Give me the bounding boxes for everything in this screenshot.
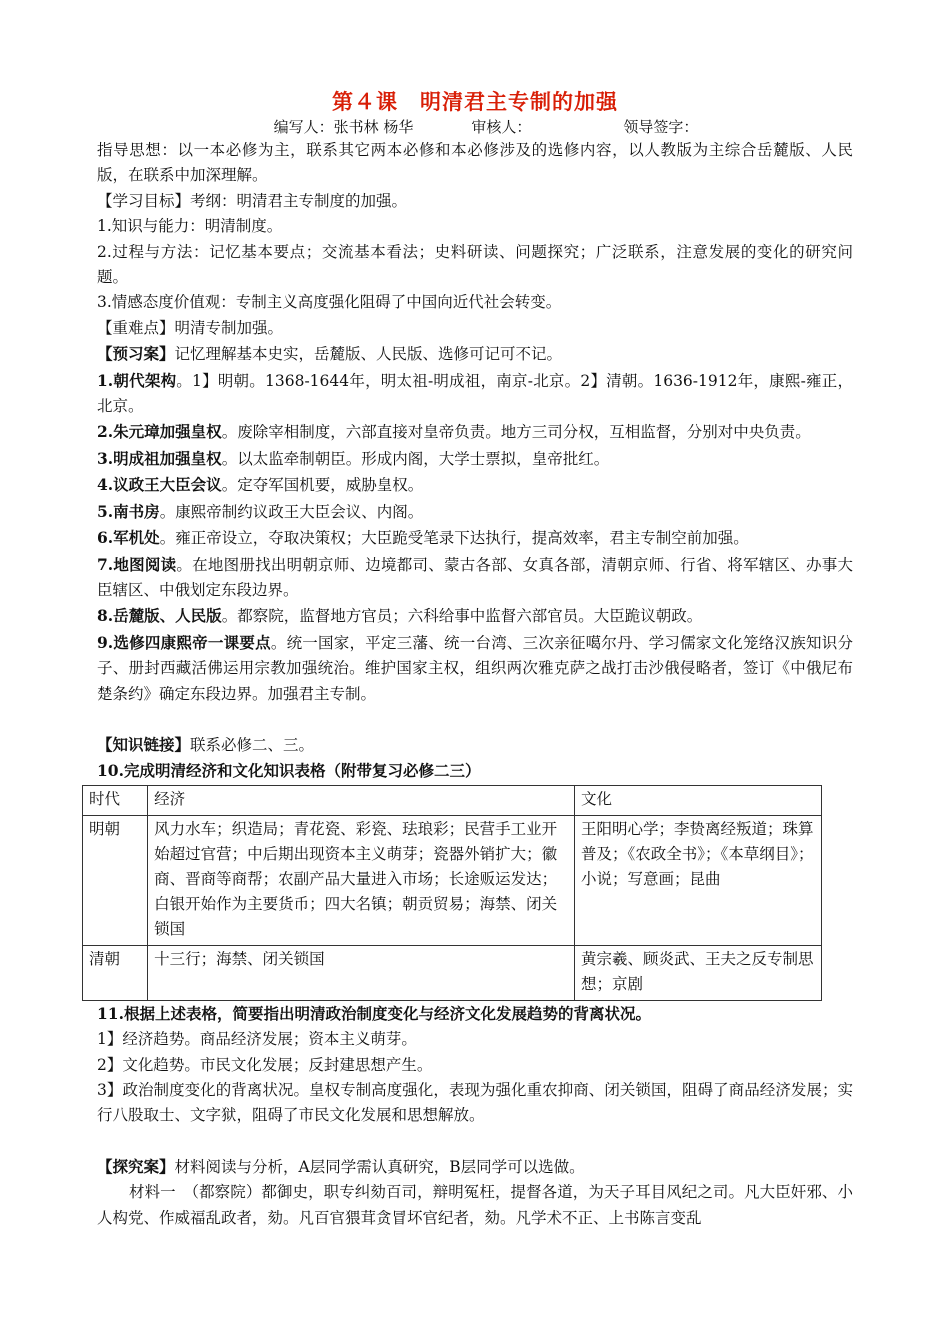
document-content	[89, 88, 853, 1231]
goals-line	[97, 189, 853, 214]
header-cell: 时代	[83, 785, 148, 815]
question-10	[97, 758, 853, 784]
preview-item-text: 。废除宰相制度，六部直接对皇帝负责。地方三司分权，互相监督，分别对中央负责。	[221, 423, 811, 442]
editors: 编写人：张书林 杨华	[273, 118, 414, 136]
reviewer: 审核人：	[471, 118, 532, 136]
preview-item-title: 9.选修四康熙帝一课要点	[97, 632, 271, 652]
preview-item	[97, 603, 853, 629]
preview-item	[97, 499, 853, 525]
goal-item: 2.过程与方法：记忆基本要点；交流基本看法；史料研读、问题探究；广泛联系，注意发展的变化的研究问题。	[97, 242, 853, 287]
preview-item-title: 3.明成祖加强皇权	[97, 448, 222, 468]
preview-item-text: 。康熙帝制约议政王大臣会议、内阁。	[159, 502, 424, 521]
explore-line	[97, 1154, 853, 1180]
leader-signature: 领导签字：	[623, 118, 699, 136]
preview-item	[97, 472, 853, 498]
author-line	[97, 116, 853, 138]
preview-item-text: 。定夺军国机要，威胁皇权。	[221, 476, 424, 495]
preview-item-title: 5.南书房	[97, 501, 160, 521]
guide-text: 指导思想：以一本必修为主，联系其它两本必修和本必修涉及的选修内容，以人教版为主综合岳麓版、人民版，在联系中加深理解。	[97, 141, 853, 185]
preview-item-text: 。统一国家，平定三藩、统一台湾、三次亲征噶尔丹、学习儒家文化笼络汉族知识分子、册封西藏活佛运用宗教加强统治。维护国家主权，组织两次雅克萨之战打击沙俄侵略者，签订《中俄尼布楚条约》确定东段边界。加强君主专制。	[97, 633, 853, 703]
preview-item-title: 8.岳麓版、人民版	[97, 606, 222, 626]
material-1: 材料一 （都察院）都御史，职专纠劾百司，辩明冤枉，提督各道，为天子耳目风纪之司。凡大臣奸邪、小人构党、作威福乱政者，劾。凡百官猥茸贪冒坏官纪者，劾。凡学术不正、上书陈言变乱	[97, 1183, 853, 1227]
preview-item	[97, 368, 853, 420]
preview-item-text: 。都察院，监督地方官员；六科给事中监督六部官员。大臣跪议朝政。	[221, 607, 703, 626]
preview-item-text: 。以太监牵制朝臣。形成内阁，大学士票拟，皇帝批红。	[221, 449, 610, 468]
table-cell: 黄宗羲、顾炎武、王夫之反专制思想；京剧	[574, 945, 821, 1000]
preview-item-text: 。在地图册找出明朝京师、边境都司、蒙古各部、女真各部，清朝京师、行省、将军辖区、办事大臣辖区、中俄划定东段边界。	[97, 555, 853, 599]
table-row	[83, 945, 822, 1000]
table-row	[83, 815, 822, 945]
goals-head: 【学习目标】	[97, 191, 191, 210]
preview-item	[97, 446, 853, 472]
knowledge-table	[82, 785, 822, 1001]
table-cell: 王阳明心学；李贽离经叛道；珠算普及；《农政全书》；《本草纲目》；小说；写意画；昆曲	[574, 815, 821, 945]
table-cell: 明朝	[83, 815, 148, 945]
goal-item: 3.情感态度价值观：专制主义高度强化阻碍了中国向近代社会转变。	[97, 293, 562, 312]
link-text: 联系必修二、三。	[190, 735, 315, 754]
goals-text: 考纲：明清君主专制度的加强。	[190, 191, 408, 210]
q11-item: 1】经济趋势。商品经济发展；资本主义萌芽。	[97, 1030, 417, 1049]
preview-item	[97, 552, 853, 604]
goal-item: 1.知识与能力：明清制度。	[97, 217, 283, 236]
preview-head: 【预习案】	[97, 344, 175, 364]
preview-item-text: 。1】明朝。1368-1644年，明太祖-明成祖，南京-北京。2】清朝。1636-1912年，康熙-雍正，北京。	[97, 371, 853, 416]
preview-item-title: 2.朱元璋加强皇权	[97, 422, 222, 442]
preview-item-text: 。雍正帝设立，夺取决策权；大臣跪受笔录下达执行，提高效率，君主专制空前加强。	[159, 529, 749, 548]
preview-item-title: 1.朝代架构	[97, 370, 177, 390]
lesson-title: 第４课 明清君主专制的加强	[332, 89, 618, 114]
question-11	[97, 1001, 853, 1027]
preview-item-title: 6.军机处	[97, 528, 160, 548]
preview-text: 记忆理解基本史实，岳麓版、人民版、选修可记可不记。	[174, 345, 563, 364]
table-cell: 清朝	[83, 945, 148, 1000]
question-11-text: 11.根据上述表格，简要指出明清政治制度变化与经济文化发展趋势的背离状况。	[97, 1003, 651, 1023]
table-header-row	[83, 785, 822, 815]
q11-item: 2】文化趋势。市民文化发展；反封建思想产生。	[97, 1055, 433, 1074]
preview-line	[97, 341, 853, 367]
preview-item	[97, 630, 853, 707]
key-head: 【重难点】	[97, 318, 175, 337]
explore-head: 【探究案】	[97, 1156, 175, 1176]
table-cell: 风力水车；织造局；青花瓷、彩瓷、珐琅彩；民营手工业开始超过官营；中后期出现资本主义萌芽；瓷器外销扩大；徽商、晋商等商帮；农副产品大量进入市场；长途贩运发达；白银开始作为主要货币；四大名镇；朝贡贸易；海禁、闭关锁国	[148, 815, 575, 945]
link-line	[97, 732, 853, 758]
explore-text: 材料阅读与分析，A层同学需认真研究，B层同学可以选做。	[174, 1157, 585, 1176]
preview-item	[97, 525, 853, 551]
preview-item	[97, 419, 853, 445]
header-cell: 经济	[148, 785, 575, 815]
preview-item-title: 4.议政王大臣会议	[97, 475, 222, 495]
question-10-text: 10.完成明清经济和文化知识表格（附带复习必修二三）	[97, 761, 481, 781]
key-line	[97, 316, 853, 341]
spacer	[97, 1129, 853, 1154]
spacer	[97, 707, 853, 732]
key-text: 明清专制加强。	[174, 318, 284, 337]
header-cell: 文化	[574, 785, 821, 815]
link-head: 【知识链接】	[97, 734, 191, 754]
table-cell: 十三行；海禁、闭关锁国	[148, 945, 575, 1000]
preview-item-title: 7.地图阅读	[97, 554, 177, 574]
q11-item: 3】政治制度变化的背离状况。皇权专制高度强化，表现为强化重农抑商、闭关锁国，阻碍了商品经济发展；实行八股取士、文字狱，阻碍了市民文化发展和思想解放。	[97, 1080, 853, 1125]
